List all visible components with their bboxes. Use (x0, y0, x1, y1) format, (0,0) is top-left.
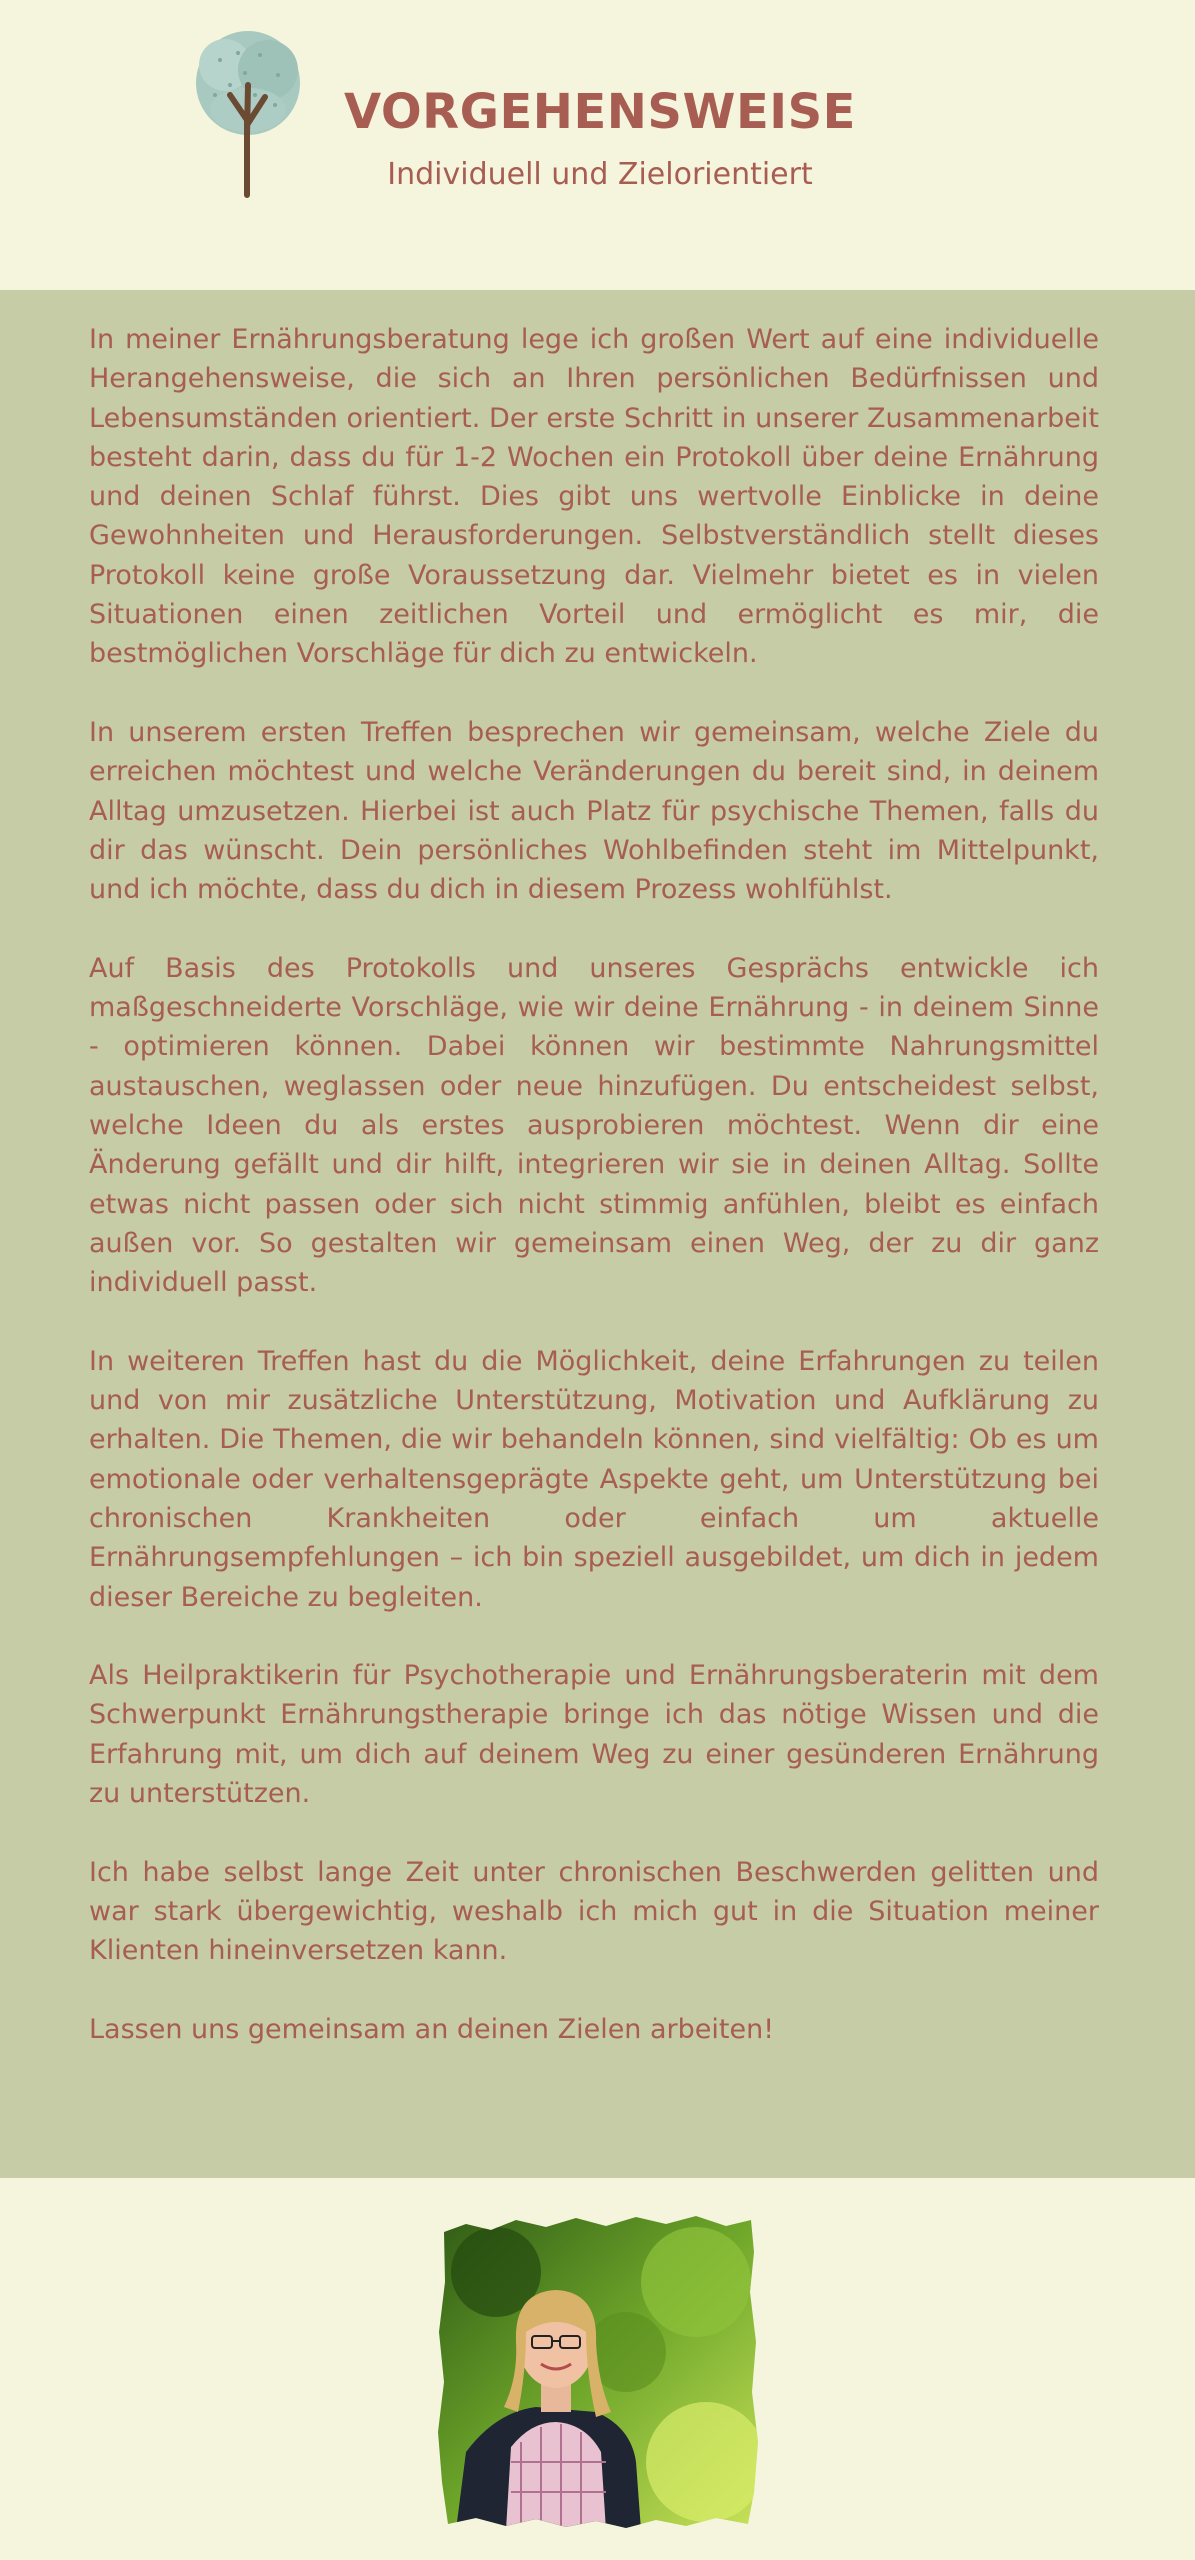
footer (0, 2178, 1195, 2560)
tree-icon (190, 25, 310, 200)
portrait-photo (436, 2212, 760, 2530)
paragraph-1: In meiner Ernährungsberatung lege ich großen Wert auf eine individuelle Herangehensweise, die sich an Ihren persönlichen Bedürfnissen und Lebensumständen orientiert. Der erste Schritt in unserer Zusammenarbeit besteht darin, dass du für 1-2 Wochen ein Protokoll über deine Ernährung und deinen Schlaf führst. Dies gibt uns wertvolle Einblicke in deine Gewohnheiten und Herausforderungen. Selbstverständlich stellt dieses Protokoll keine große Voraussetzung dar. Vielmehr bietet es in vielen Situationen einen zeitlichen Vorteil und ermöglicht es mir, die bestmöglichen Vorschläge für dich zu entwickeln. (89, 324, 1099, 670)
paragraph-7: Lassen uns gemeinsam an deinen Zielen arbeiten! (89, 2013, 775, 2045)
paragraph-6: Ich habe selbst lange Zeit unter chronischen Beschwerden gelitten und war stark übergewichtig, weshalb ich mich gut in die Situation meiner Klienten hineinversetzen kann. (89, 1856, 1099, 1967)
paragraph-3: Auf Basis des Protokolls und unseres Gesprächs entwickle ich maßgeschneiderte Vorschläge, wie wir deine Ernährung - in deinem Sinne - optimieren können. Dabei können wir bestimmte Nahrungsmittel austauschen, weglassen oder neue hinzufügen. Du entscheidest selbst, welche Ideen du als erstes ausprobieren möchtest. Wenn dir eine Änderung gefällt und dir hilft, integrieren wir sie in deinen Alltag. Sollte etwas nicht passen oder sich nicht stimmig anfühlen, bleibt es einfach außen vor. So gestalten wir gemeinsam einen Weg, der zu dir ganz individuell passt. (89, 952, 1099, 1299)
header (0, 0, 1195, 290)
text-block (89, 320, 1099, 2088)
paragraph-2: In unserem ersten Treffen besprechen wir gemeinsam, welche Ziele du erreichen möchtest und welche Veränderungen du bereit sind, in deinem Alltag umzusetzen. Hierbei ist auch Platz für psychische Themen, falls du dir das wünscht. Dein persönliches Wohlbefinden steht im Mittelpunkt, und ich möchte, dass du dich in diesem Prozess wohlfühlst. (89, 716, 1099, 906)
page-subtitle: Individuell und Zielorientiert (387, 157, 813, 192)
paragraph-5: Als Heilpraktikerin für Psychotherapie und Ernährungsberaterin mit dem Schwerpunkt Ernährungstherapie bringe ich das nötige Wissen und die Erfahrung mit, um dich auf deinem Weg zu einer gesünderen Ernährung zu unterstützen. (89, 1660, 1099, 1809)
content-section (0, 290, 1195, 2178)
paragraph-4: In weiteren Treffen hast du die Möglichkeit, deine Erfahrungen zu teilen und von mir zusätzliche Unterstützung, Motivation und Aufklärung zu erhalten. Die Themen, die wir behandeln können, sind vielfältig: Ob es um emotionale oder verhaltensgeprägte Aspekte geht, um Unterstützung bei chronischen Krankheiten oder einfach um aktuelle Ernährungsempfehlungen – ich bin speziell ausgebildet, um dich in jedem dieser Bereiche zu begleiten. (89, 1345, 1099, 1613)
page-title: VORGEHENSWEISE (344, 84, 856, 140)
